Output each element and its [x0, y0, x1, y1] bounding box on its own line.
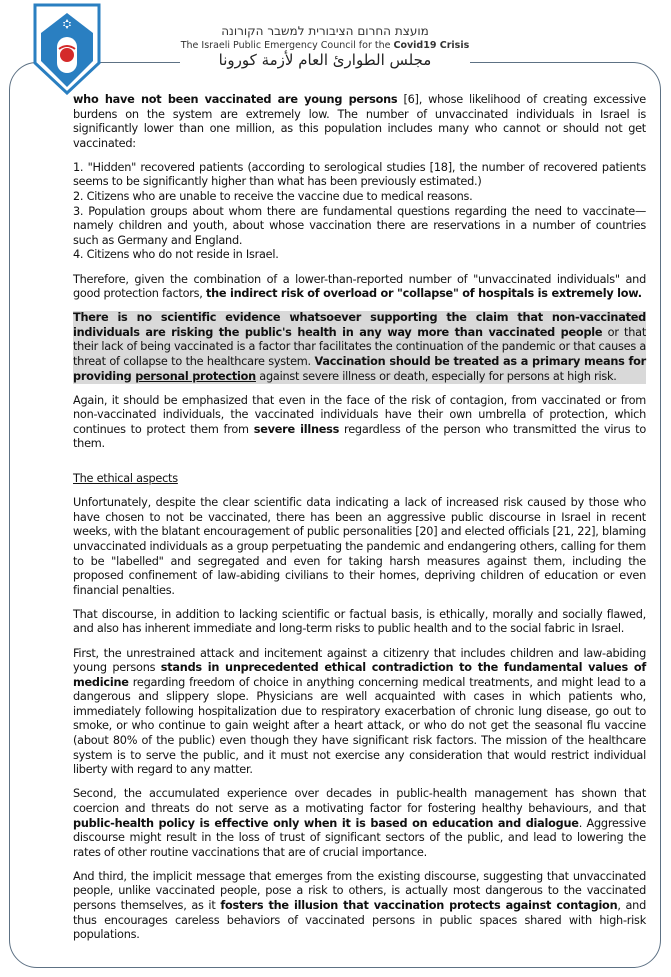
header-english-bold: Covid19 Crisis	[393, 40, 470, 51]
text-segment: Vaccination should be treated as a primary means for providing	[73, 355, 646, 383]
text-segment: the indirect risk of overload or "collapse" of hospitals is extremely low.	[205, 287, 642, 301]
paragraph	[73, 248, 646, 263]
paragraph	[73, 870, 646, 943]
text-segment: The ethical aspects	[73, 472, 178, 486]
text-segment: Unfortunately, despite the clear scientific data indicating a lack of increased risk caused by those who have chosen to not be vaccinated, there has been an aggressive public discourse in Israel in recent weeks, with the blatant encouragement of public personalities [20] and elected officials [21, 22], blaming unvaccinated individuals as a group perpetuating the pandemic and endangering others, calling for them to be "labelled" and segregated and even for taking harsh measures against them, including the proposed confinement of law-abiding civilians to their homes, depriving children of education or even financial penalties.	[73, 496, 646, 597]
paragraph	[73, 311, 646, 384]
text-segment: There is no scientific evidence whatsoever supporting the claim that non-vaccinated individuals are risking the public's health in any way more than vaccinated people	[73, 311, 646, 339]
paragraph	[73, 205, 646, 249]
paragraph	[73, 647, 646, 778]
text-segment: who have not been vaccinated are young persons	[73, 93, 398, 106]
paragraph	[73, 273, 646, 302]
paragraph	[73, 496, 646, 598]
text-segment: First, the unrestrained attack and incitement against a citizenry that includes children and law-abiding young persons	[73, 646, 646, 675]
paragraph	[73, 787, 646, 860]
text-segment: Again, it should be emphasized that even in the face of the risk of contagion, from vaccinated or from non-vaccinated individuals, the vaccinated individuals have their own umbrella of protection, which continues to protect them from	[73, 393, 646, 436]
text-segment: public-health policy is effective only when it is based on education and dialogue	[73, 816, 579, 830]
text-segment: Second, the accumulated experience over decades in public-health management has shown that coercion and threats do not serve as a motivating factor for fostering healthy behaviours, and that	[73, 787, 646, 815]
text-segment: , and thus encourages careless behaviors of vaccinated persons in public spaces shared with high-risk populations.	[73, 899, 647, 942]
header-english-text: The Israeli Public Emergency Council for the	[180, 40, 394, 51]
text-segment: regarding freedom of choice in anything concerning medical treatments, and might lead to a dangerous and slippery slope. Physicians are well acquainted with cases in which patients who, immediately following hospitalization due to respiratory exacerbation of chronic lung disease, go out to smoke, or who continue to gain weight after a heart attack, or who do not get the seasonal flu vaccine (about 80% of the public) even though they have significant risk factors. The mission of the healthcare system is to serve the public, and it must not exercise any consideration that would restrict individual liberty with regard to any matter.	[73, 675, 646, 777]
header-english	[180, 40, 470, 51]
header-arabic: مجلس الطوارئ العام لأزمة كورونا	[218, 51, 432, 69]
paragraph	[73, 161, 646, 190]
text-segment: stands in unprecedented ethical contradiction to the fundamental values of medicine	[73, 661, 646, 689]
text-segment: or that their lack of being vaccinated is a factor thar facilitates the continuation of the pandemic or that causes a threat of collapse to the healthcare system.	[73, 325, 647, 368]
text-segment: Therefore, given the combination of a lower-than-reported number of "unvaccinated individuals" and good protection factors,	[73, 272, 646, 301]
text-segment: 1. "Hidden" recovered patients (according to serological studies [18], the number of recovered patients seems to be significantly higher than what has been previously estimated.)	[73, 160, 646, 189]
paragraph	[73, 190, 646, 205]
text-segment: regardless of the person who transmitted the virus to them.	[73, 422, 646, 451]
paragraph	[73, 394, 646, 452]
section-heading	[73, 472, 646, 487]
header-hebrew: מועצת החרום הציבורית למשבר הקורונה	[221, 24, 429, 38]
text-segment: . Aggressive discourse might result in the loss of trust of significant sectors of the public, and lead to lowering the rates of other routine vaccinations that are of crucial importance.	[73, 816, 646, 859]
document-body	[73, 93, 646, 952]
text-segment: 2. Citizens who are unable to receive the vaccine due to medical reasons.	[73, 190, 473, 204]
text-segment: [6], whose likelihood of creating excessive burdens on the system are extremely low. The number of unvaccinated individuals in Israel is significantly lower than one million, as this population includes many who cannot or should not get vaccinated:	[73, 93, 646, 150]
paragraph	[73, 93, 646, 151]
text-segment: against severe illness or death, especially for persons at high risk.	[255, 369, 617, 383]
text-segment: And third, the implicit message that emerges from the existing discourse, suggesting that unvaccinated people, unlike vaccinated people, pose a risk to others, is actually most dangerous to the vaccinated persons themselves, as it	[73, 869, 646, 912]
text-segment: personal protection	[135, 369, 256, 383]
text-segment: 3. Population groups about whom there are fundamental questions regarding the need to vaccinate—namely children and youth, about whose vaccination there are reservations in a number of countries such as Germany and England.	[73, 204, 646, 247]
text-segment: 4. Citizens who do not reside in Israel.	[73, 248, 279, 262]
paragraph	[73, 608, 646, 637]
text-segment: fosters the illusion that vaccination protects against contagion	[220, 899, 618, 912]
council-logo	[33, 3, 101, 95]
council-header	[180, 24, 470, 69]
text-segment: severe illness	[253, 422, 340, 436]
text-segment: That discourse, in addition to lacking scientific or factual basis, is ethically, morally and socially flawed, and also has inherent immediate and long-term risks to public health and to the social fabric in Israel.	[73, 607, 646, 636]
